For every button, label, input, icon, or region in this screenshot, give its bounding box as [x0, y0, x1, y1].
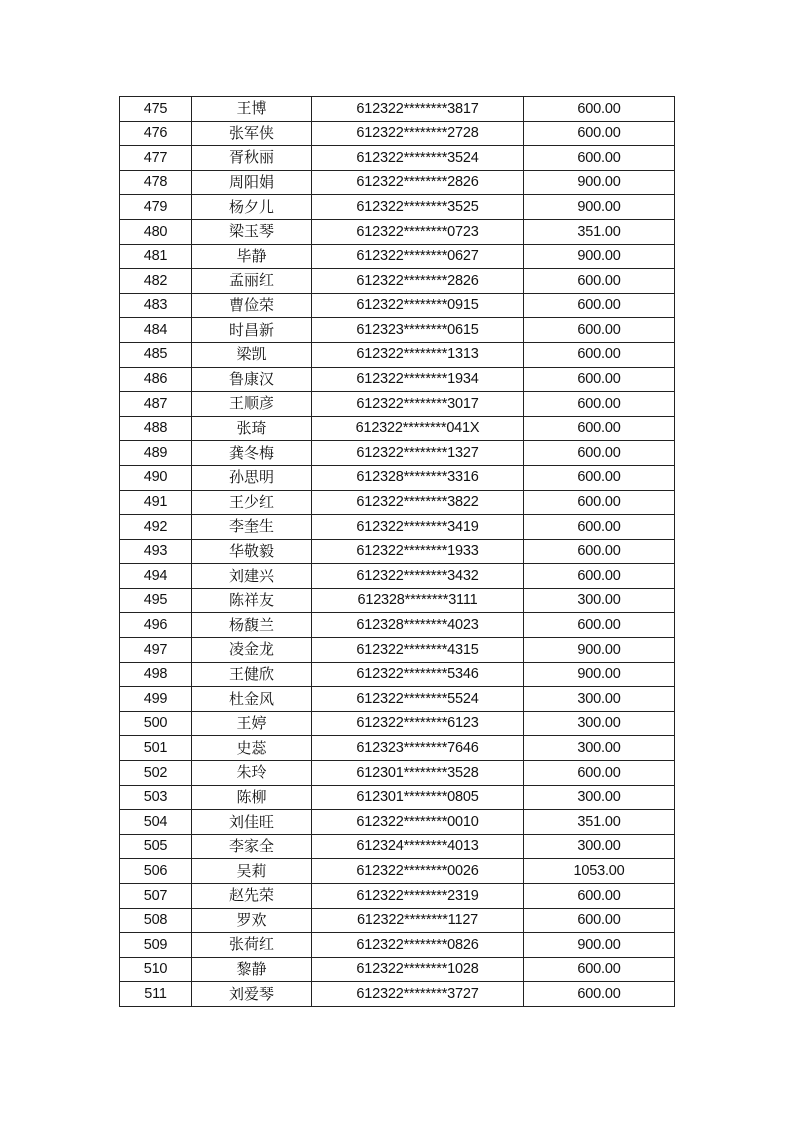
name-cell: 刘爱琴	[192, 982, 312, 1007]
amount-cell: 300.00	[524, 588, 675, 613]
id-number-cell: 612322********3822	[312, 490, 524, 515]
table-row	[120, 97, 675, 122]
id-number-cell: 612322********041X	[312, 416, 524, 441]
id-number-cell: 612322********3432	[312, 564, 524, 589]
amount-cell: 600.00	[524, 908, 675, 933]
table-row	[120, 219, 675, 244]
amount-cell: 300.00	[524, 736, 675, 761]
name-cell: 华敬毅	[192, 539, 312, 564]
row-number-cell: 482	[120, 269, 192, 294]
row-number-cell: 511	[120, 982, 192, 1007]
row-number-cell: 498	[120, 662, 192, 687]
id-number-cell: 612328********3111	[312, 588, 524, 613]
id-number-cell: 612322********0915	[312, 293, 524, 318]
name-cell: 杨馥兰	[192, 613, 312, 638]
row-number-cell: 506	[120, 859, 192, 884]
row-number-cell: 483	[120, 293, 192, 318]
table-row	[120, 195, 675, 220]
amount-cell: 600.00	[524, 539, 675, 564]
id-number-cell: 612322********0010	[312, 810, 524, 835]
id-number-cell: 612322********3727	[312, 982, 524, 1007]
name-cell: 罗欢	[192, 908, 312, 933]
id-number-cell: 612322********3419	[312, 515, 524, 540]
row-number-cell: 495	[120, 588, 192, 613]
subsidy-table	[119, 96, 675, 1007]
table-row	[120, 982, 675, 1007]
row-number-cell: 476	[120, 121, 192, 146]
row-number-cell: 503	[120, 785, 192, 810]
id-number-cell: 612328********4023	[312, 613, 524, 638]
row-number-cell: 501	[120, 736, 192, 761]
name-cell: 梁玉琴	[192, 219, 312, 244]
row-number-cell: 500	[120, 711, 192, 736]
table-row	[120, 269, 675, 294]
row-number-cell: 484	[120, 318, 192, 343]
row-number-cell: 493	[120, 539, 192, 564]
table-row	[120, 785, 675, 810]
name-cell: 吴莉	[192, 859, 312, 884]
name-cell: 黎静	[192, 957, 312, 982]
id-number-cell: 612301********0805	[312, 785, 524, 810]
amount-cell: 600.00	[524, 293, 675, 318]
table-row	[120, 908, 675, 933]
table-row	[120, 318, 675, 343]
table-row	[120, 441, 675, 466]
amount-cell: 600.00	[524, 957, 675, 982]
row-number-cell: 499	[120, 687, 192, 712]
id-number-cell: 612324********4013	[312, 834, 524, 859]
name-cell: 李奎生	[192, 515, 312, 540]
table-row	[120, 810, 675, 835]
row-number-cell: 487	[120, 392, 192, 417]
amount-cell: 600.00	[524, 392, 675, 417]
table-row	[120, 121, 675, 146]
name-cell: 史蕊	[192, 736, 312, 761]
name-cell: 张荷红	[192, 933, 312, 958]
name-cell: 刘佳旺	[192, 810, 312, 835]
id-number-cell: 612322********0826	[312, 933, 524, 958]
name-cell: 杨夕儿	[192, 195, 312, 220]
table-row	[120, 244, 675, 269]
amount-cell: 600.00	[524, 318, 675, 343]
amount-cell: 600.00	[524, 465, 675, 490]
table-row	[120, 859, 675, 884]
name-cell: 王少红	[192, 490, 312, 515]
name-cell: 刘建兴	[192, 564, 312, 589]
id-number-cell: 612322********2826	[312, 170, 524, 195]
row-number-cell: 496	[120, 613, 192, 638]
amount-cell: 900.00	[524, 244, 675, 269]
row-number-cell: 509	[120, 933, 192, 958]
table-row	[120, 834, 675, 859]
row-number-cell: 505	[120, 834, 192, 859]
row-number-cell: 480	[120, 219, 192, 244]
name-cell: 杜金风	[192, 687, 312, 712]
table-row	[120, 588, 675, 613]
amount-cell: 600.00	[524, 416, 675, 441]
row-number-cell: 510	[120, 957, 192, 982]
name-cell: 陈柳	[192, 785, 312, 810]
name-cell: 毕静	[192, 244, 312, 269]
amount-cell: 351.00	[524, 810, 675, 835]
table-row	[120, 564, 675, 589]
row-number-cell: 490	[120, 465, 192, 490]
id-number-cell: 612322********3017	[312, 392, 524, 417]
name-cell: 孟丽红	[192, 269, 312, 294]
row-number-cell: 502	[120, 761, 192, 786]
table-row	[120, 613, 675, 638]
table-row	[120, 711, 675, 736]
table-row	[120, 884, 675, 909]
id-number-cell: 612322********5524	[312, 687, 524, 712]
row-number-cell: 508	[120, 908, 192, 933]
amount-cell: 300.00	[524, 785, 675, 810]
table-row	[120, 170, 675, 195]
name-cell: 时昌新	[192, 318, 312, 343]
amount-cell: 600.00	[524, 761, 675, 786]
table-row	[120, 146, 675, 171]
amount-cell: 600.00	[524, 97, 675, 122]
amount-cell: 600.00	[524, 884, 675, 909]
row-number-cell: 492	[120, 515, 192, 540]
name-cell: 朱玲	[192, 761, 312, 786]
amount-cell: 600.00	[524, 342, 675, 367]
table-row	[120, 662, 675, 687]
name-cell: 王顺彦	[192, 392, 312, 417]
table-row	[120, 539, 675, 564]
name-cell: 周阳娟	[192, 170, 312, 195]
amount-cell: 600.00	[524, 146, 675, 171]
table-row	[120, 490, 675, 515]
amount-cell: 1053.00	[524, 859, 675, 884]
row-number-cell: 478	[120, 170, 192, 195]
row-number-cell: 504	[120, 810, 192, 835]
name-cell: 陈祥友	[192, 588, 312, 613]
table-row	[120, 687, 675, 712]
amount-cell: 300.00	[524, 687, 675, 712]
id-number-cell: 612301********3528	[312, 761, 524, 786]
id-number-cell: 612323********7646	[312, 736, 524, 761]
amount-cell: 600.00	[524, 564, 675, 589]
amount-cell: 600.00	[524, 613, 675, 638]
name-cell: 赵先荣	[192, 884, 312, 909]
id-number-cell: 612322********3524	[312, 146, 524, 171]
id-number-cell: 612322********6123	[312, 711, 524, 736]
id-number-cell: 612322********1934	[312, 367, 524, 392]
id-number-cell: 612322********0026	[312, 859, 524, 884]
row-number-cell: 507	[120, 884, 192, 909]
table-body	[120, 97, 675, 1007]
name-cell: 王婷	[192, 711, 312, 736]
id-number-cell: 612322********5346	[312, 662, 524, 687]
amount-cell: 900.00	[524, 933, 675, 958]
amount-cell: 300.00	[524, 834, 675, 859]
name-cell: 孙思明	[192, 465, 312, 490]
id-number-cell: 612322********2826	[312, 269, 524, 294]
id-number-cell: 612322********0627	[312, 244, 524, 269]
name-cell: 曹俭荣	[192, 293, 312, 318]
amount-cell: 900.00	[524, 170, 675, 195]
name-cell: 鲁康汉	[192, 367, 312, 392]
amount-cell: 900.00	[524, 662, 675, 687]
amount-cell: 600.00	[524, 441, 675, 466]
table-row	[120, 342, 675, 367]
amount-cell: 600.00	[524, 121, 675, 146]
row-number-cell: 494	[120, 564, 192, 589]
name-cell: 龚冬梅	[192, 441, 312, 466]
table-row	[120, 933, 675, 958]
id-number-cell: 612323********0615	[312, 318, 524, 343]
id-number-cell: 612322********1127	[312, 908, 524, 933]
name-cell: 凌金龙	[192, 638, 312, 663]
amount-cell: 600.00	[524, 515, 675, 540]
name-cell: 王健欣	[192, 662, 312, 687]
table-row	[120, 736, 675, 761]
row-number-cell: 486	[120, 367, 192, 392]
row-number-cell: 477	[120, 146, 192, 171]
id-number-cell: 612322********1313	[312, 342, 524, 367]
table-row	[120, 293, 675, 318]
amount-cell: 600.00	[524, 982, 675, 1007]
id-number-cell: 612328********3316	[312, 465, 524, 490]
name-cell: 胥秋丽	[192, 146, 312, 171]
amount-cell: 900.00	[524, 638, 675, 663]
row-number-cell: 489	[120, 441, 192, 466]
id-number-cell: 612322********2319	[312, 884, 524, 909]
id-number-cell: 612322********0723	[312, 219, 524, 244]
amount-cell: 600.00	[524, 269, 675, 294]
id-number-cell: 612322********2728	[312, 121, 524, 146]
id-number-cell: 612322********3817	[312, 97, 524, 122]
id-number-cell: 612322********1933	[312, 539, 524, 564]
row-number-cell: 488	[120, 416, 192, 441]
amount-cell: 300.00	[524, 711, 675, 736]
name-cell: 李家全	[192, 834, 312, 859]
name-cell: 张琦	[192, 416, 312, 441]
name-cell: 梁凯	[192, 342, 312, 367]
row-number-cell: 481	[120, 244, 192, 269]
id-number-cell: 612322********1327	[312, 441, 524, 466]
table-row	[120, 638, 675, 663]
table-row	[120, 367, 675, 392]
row-number-cell: 479	[120, 195, 192, 220]
row-number-cell: 475	[120, 97, 192, 122]
amount-cell: 600.00	[524, 490, 675, 515]
table-row	[120, 465, 675, 490]
name-cell: 王博	[192, 97, 312, 122]
table-row	[120, 761, 675, 786]
row-number-cell: 485	[120, 342, 192, 367]
id-number-cell: 612322********3525	[312, 195, 524, 220]
table-row	[120, 416, 675, 441]
table-row	[120, 957, 675, 982]
name-cell: 张军侠	[192, 121, 312, 146]
row-number-cell: 497	[120, 638, 192, 663]
table-row	[120, 392, 675, 417]
row-number-cell: 491	[120, 490, 192, 515]
amount-cell: 600.00	[524, 367, 675, 392]
table-row	[120, 515, 675, 540]
id-number-cell: 612322********1028	[312, 957, 524, 982]
id-number-cell: 612322********4315	[312, 638, 524, 663]
amount-cell: 351.00	[524, 219, 675, 244]
amount-cell: 900.00	[524, 195, 675, 220]
